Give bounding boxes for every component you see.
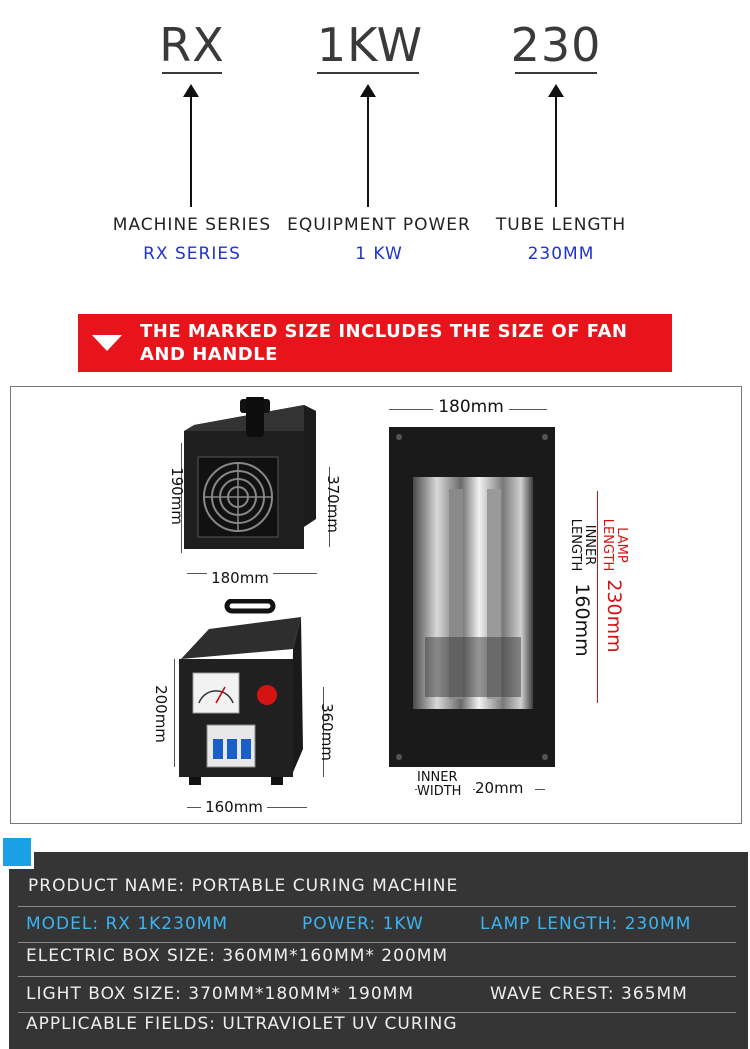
divider — [18, 1012, 736, 1013]
divider — [18, 942, 736, 943]
lamp-top-width: 180mm — [433, 397, 509, 417]
spec-model: MODEL: RX 1K230MM — [26, 914, 229, 934]
inner-length-value: 160mm — [571, 583, 593, 657]
up-arrow-icon — [548, 84, 564, 97]
spec-applicable-fields: APPLICABLE FIELDS: ULTRAVIOLET UV CURING — [26, 1014, 458, 1034]
dimension-diagram — [10, 386, 742, 824]
box1-depth: 370mm — [324, 475, 342, 533]
code-rx: RX — [159, 18, 225, 72]
banner-text: THE MARKED SIZE INCLUDES THE SIZE OF FAN AND HANDLE — [140, 321, 628, 365]
dimension-line — [174, 659, 175, 767]
spec-power: POWER: 1KW — [302, 914, 424, 934]
electric-box-photo — [171, 599, 321, 789]
box1-height: 190mm — [168, 467, 186, 525]
label-machine-series: MACHINE SERIES — [112, 215, 272, 235]
value-machine-series: RX SERIES — [143, 244, 241, 264]
up-arrow-icon — [360, 84, 376, 97]
value-tube-length: 230MM — [527, 244, 595, 264]
label-tube-length: TUBE LENGTH — [495, 215, 627, 235]
spec-wave-crest: WAVE CREST: 365MM — [490, 984, 688, 1004]
size-note-banner — [78, 314, 672, 372]
inner-length-label: INNER LENGTH — [568, 518, 597, 572]
divider — [18, 976, 736, 977]
up-arrow-icon — [183, 84, 199, 97]
inner-width-label: INNER WIDTH — [417, 771, 473, 799]
box1-width: 180mm — [207, 569, 273, 587]
divider — [18, 906, 736, 907]
box2-width: 160mm — [201, 798, 267, 816]
pointer-line — [367, 97, 369, 207]
code-power: 1KW — [316, 18, 424, 72]
corner-marker-icon — [3, 838, 31, 866]
spec-product-name: PRODUCT NAME: PORTABLE CURING MACHINE — [28, 876, 459, 896]
code-underline — [515, 72, 597, 74]
value-equipment-power: 1 KW — [355, 244, 403, 264]
light-box-photo — [176, 397, 326, 557]
spec-lamp-length: LAMP LENGTH: 230MM — [480, 914, 692, 934]
spec-electric-box: ELECTRIC BOX SIZE: 360MM*160MM* 200MM — [26, 946, 449, 966]
pointer-line — [555, 97, 557, 207]
code-underline — [162, 72, 222, 74]
code-underline — [317, 72, 419, 74]
box2-height: 200mm — [152, 685, 170, 743]
label-equipment-power: EQUIPMENT POWER — [287, 215, 471, 235]
pointer-line — [190, 97, 192, 207]
code-tube: 230 — [510, 18, 602, 72]
down-arrow-icon — [92, 335, 122, 351]
spec-light-box: LIGHT BOX SIZE: 370MM*180MM* 190MM — [26, 984, 415, 1004]
box2-depth: 360mm — [318, 703, 336, 761]
lamp-head-photo — [389, 427, 555, 767]
inner-width-value: 20mm — [475, 779, 535, 797]
lamp-length-value: 230mm — [603, 579, 625, 653]
dimension-line — [597, 491, 598, 703]
lamp-length-label: LAMP LENGTH — [600, 518, 629, 572]
